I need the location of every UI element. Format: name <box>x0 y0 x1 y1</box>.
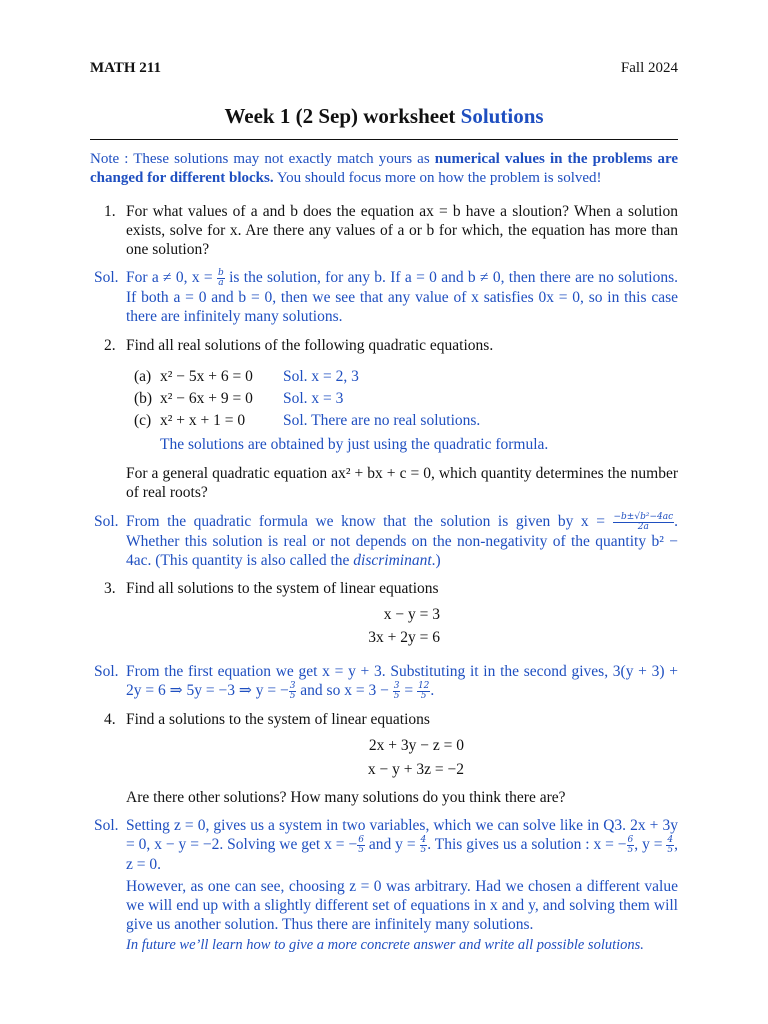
note-bold: numerical values in the problems are changed for different blocks. <box>90 151 679 186</box>
part-solution: Sol. x = 3 <box>283 390 344 407</box>
system-equation: 3x + 2y = 6 <box>368 629 440 646</box>
part-solution: Sol. x = 2, 3 <box>283 368 359 385</box>
solution-2 <box>94 511 678 570</box>
solution-1 <box>94 267 679 326</box>
fraction: $\frac{3}{5}$ <box>289 680 296 701</box>
sol-tag: Sol. <box>94 269 119 286</box>
question-text: For a general quadratic equation ax² + bx + c = 0, which quantity determines the number of real roots? <box>126 465 678 501</box>
sol-text: = <box>404 682 414 699</box>
part-equation: x² − 5x + 6 = 0 <box>160 368 253 385</box>
sol-text: and y = <box>368 836 416 853</box>
question-2 <box>104 336 678 355</box>
fraction: $\frac{3}{5}$ <box>393 680 400 701</box>
page-title <box>90 104 678 129</box>
part-equation: x² − 6x + 9 = 0 <box>160 390 253 407</box>
fraction: $\frac{b}{a}$ <box>218 267 224 288</box>
sol-text: However, as one can see, choosing z = 0 was arbitrary. Had we chosen a different value we will end up with a slightly different set of equations in x and y, and solving them will give us another solution. Thus there are infinitely many solutions. <box>126 878 678 933</box>
fraction: $\frac{4}{5}$ <box>420 834 427 855</box>
sol-tag: Sol. <box>94 513 119 530</box>
sol-text: From the first equation we get x = y + 3. Substituting it in the second gives, 3(y + 3) + 2y = 6 ⇒ 5y = −3 ⇒ y = − <box>126 663 678 699</box>
note-prefix: Note : These solutions may not exactly match yours as <box>90 151 430 167</box>
system-equation: 2x + 3y − z = 0 <box>368 737 464 754</box>
question-text: Find all solutions to the system of linear equations <box>126 580 439 597</box>
quadratic-formula: $\frac{\text{−b±√b²−4ac}}{2a}$ <box>613 511 674 532</box>
sol-text: .) <box>431 551 441 569</box>
system-equation: x − y + 3z = −2 <box>367 761 464 778</box>
sol-text: . This gives us a solution : x = − <box>427 836 627 853</box>
question-text: Find a solutions to the system of linear equations <box>126 711 430 728</box>
system-equation: x − y = 3 <box>383 606 440 623</box>
question-2-followup <box>126 464 678 502</box>
solution-4 <box>94 816 679 874</box>
sol-text: , z = 0. <box>126 836 679 873</box>
question-3 <box>104 579 678 598</box>
title-accent: Solutions <box>460 104 544 128</box>
question-4-followup <box>126 788 678 807</box>
part-solution: Sol. There are no real solutions. <box>283 412 481 429</box>
sol-tag: Sol. <box>94 817 119 834</box>
term: Fall 2024 <box>620 60 678 76</box>
question-number: 2. <box>104 337 116 354</box>
question-text: Find all real solutions of the following quadratic equations. <box>126 337 494 354</box>
solution-4-paragraph <box>126 877 678 934</box>
fraction: $\frac{4}{5}$ <box>667 834 674 855</box>
sol-tag: Sol. <box>94 663 119 680</box>
question-number: 4. <box>104 711 116 728</box>
question-number: 3. <box>104 580 116 597</box>
sol-text: From the quadratic formula we know that the solution is given by x = <box>126 513 605 530</box>
sol-text: and so x = 3 − <box>300 682 389 699</box>
question-number: 1. <box>104 203 116 220</box>
parts-note: The solutions are obtained by just using the quadratic formula. <box>160 436 549 453</box>
question-4 <box>104 710 678 729</box>
part-label: (c) <box>134 412 152 429</box>
part-equation: x² + x + 1 = 0 <box>160 412 246 429</box>
solution-4-footnote: In future we’ll learn how to give a more concrete answer and write all possible solutions. <box>126 937 644 953</box>
title-rule <box>90 139 678 140</box>
fraction: $\frac{6}{5}$ <box>627 834 634 855</box>
sol-text: . <box>430 682 435 699</box>
question-text: For what values of a and b does the equation ax = b have a sloution? When a solution exists, solve for x. Are there any values of a or b for which, the equation has more than one solution? <box>126 203 678 258</box>
title-main: Week 1 (2 Sep) worksheet <box>224 104 456 128</box>
sol-text: is the solution, for any b. If a = 0 and b ≠ 0, then there are no solutions. If both a = 0 and b = 0, then we see that any value of x satisfies 0x = 0, so in this case there are infinitely many solutions. <box>126 269 679 325</box>
course-code: MATH 211 <box>90 60 161 76</box>
term-discriminant: discriminant <box>353 551 432 569</box>
solution-3 <box>94 662 678 701</box>
part-label: (b) <box>134 390 153 407</box>
sol-text: . Whether this solution is real or not depends on the non-negativity of the quantity b² − 4ac. (This quantity is also called the <box>126 513 678 569</box>
question-text: Are there other solutions? How many solutions do you think there are? <box>126 789 566 806</box>
note-suffix: You should focus more on how the problem is solved! <box>276 170 602 186</box>
fraction: $\frac{6}{5}$ <box>358 834 364 855</box>
part-label: (a) <box>134 368 152 385</box>
question-1 <box>104 202 678 259</box>
fraction: $\frac{12}{5}$ <box>417 680 430 701</box>
sol-text: Setting z = 0, gives us a system in two variables, which we can solve like in Q3. 2x + 3y = 0, x − y = −2. Solving we get x = − <box>126 817 678 853</box>
sol-text: For a ≠ 0, x = <box>126 269 213 286</box>
sol-text: , y = <box>634 836 663 853</box>
solutions-note <box>90 150 678 188</box>
